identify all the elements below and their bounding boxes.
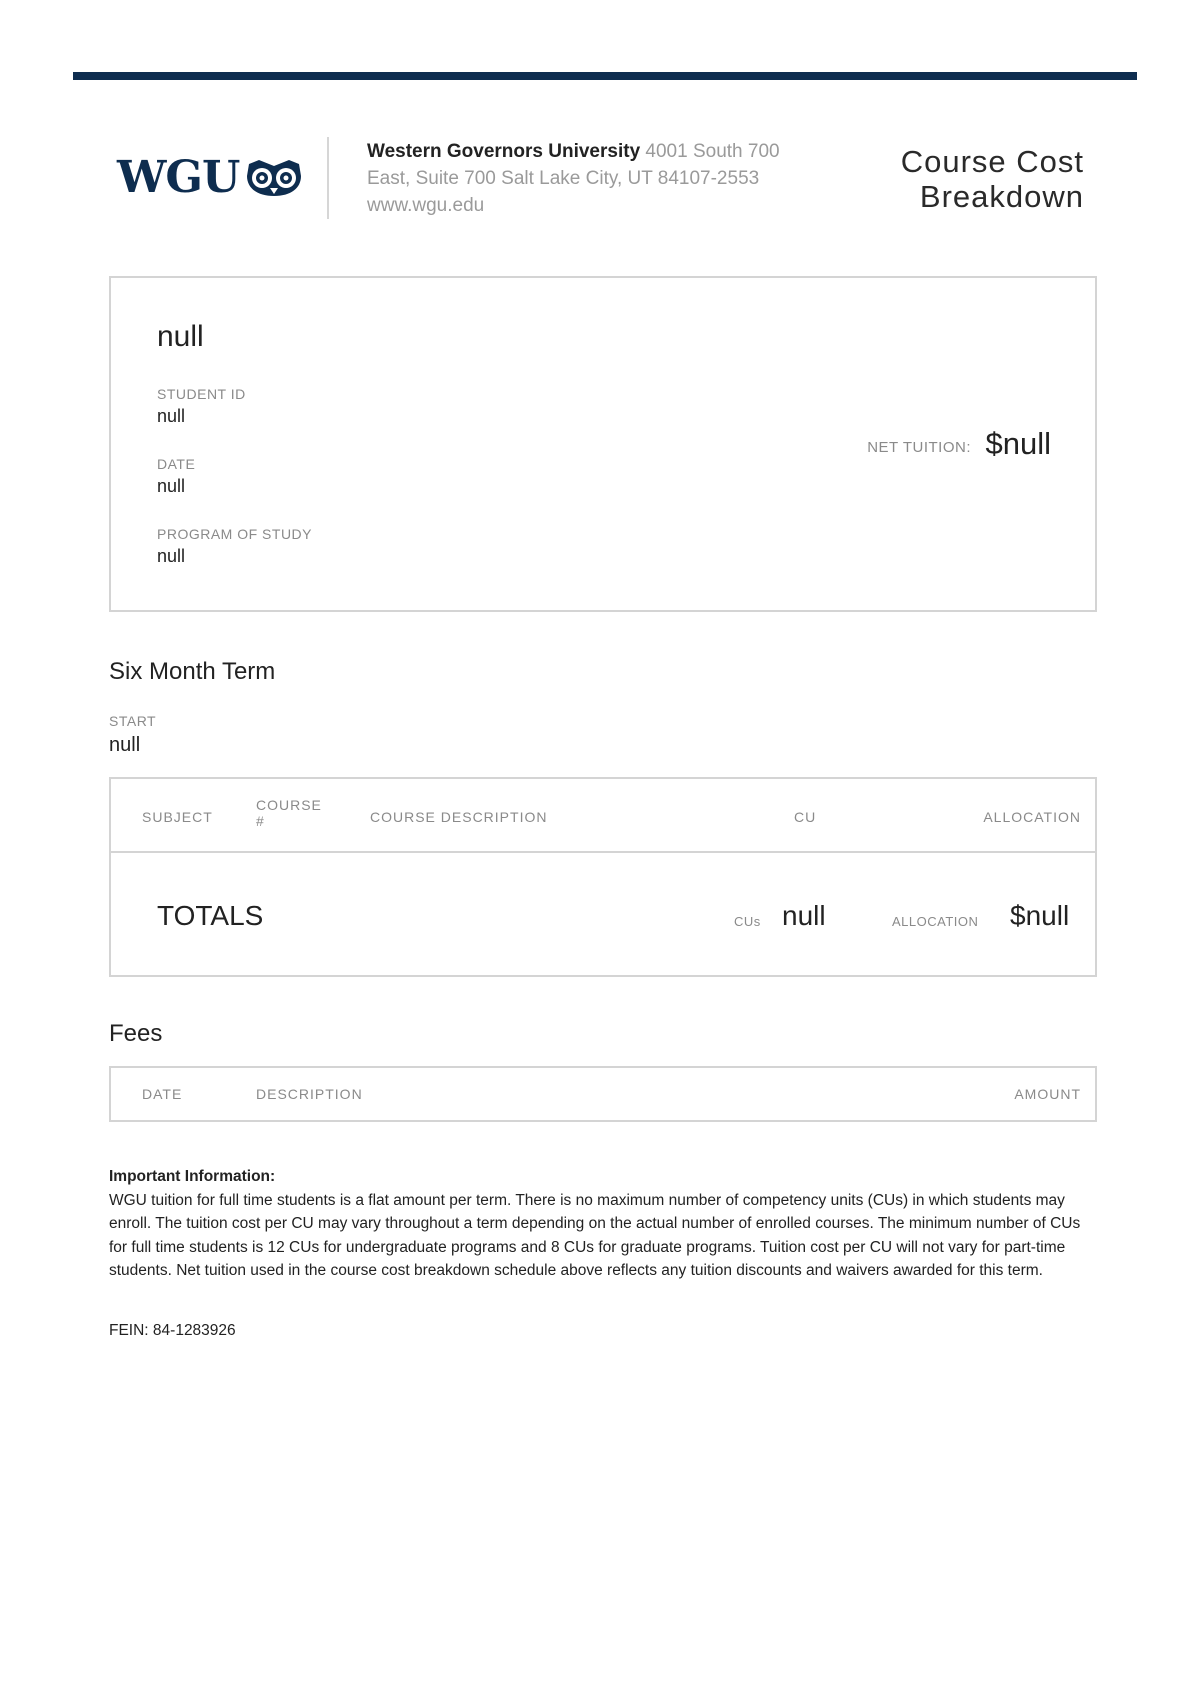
website-link[interactable]: www.wgu.edu [367, 195, 485, 216]
totals-cus-value: null [782, 900, 826, 931]
student-id-label: STUDENT ID [157, 386, 246, 402]
university-address [367, 138, 807, 219]
totals-allocation-label: ALLOCATION [892, 914, 979, 929]
courses-table [109, 777, 1097, 977]
document-title [901, 144, 1084, 214]
wgu-logo [117, 150, 303, 206]
info-body: WGU tuition for full time students is a flat amount per term. There is no maximum number of competency units (CUs) in which students may enroll. The tuition cost per CU may vary throughout a term depending on the actual number of enrolled courses. The minimum number of CUs for full time students is 12 CUs for undergraduate programs and 8 CUs for graduate programs. Tuition cost per CU will not vary for part-time students. Net tuition used in the course cost breakdown schedule above reflects any tuition discounts and waivers awarded for this term. [109, 1191, 1081, 1279]
student-id-value: null [157, 406, 186, 426]
header-divider [327, 137, 329, 219]
fees-table [109, 1066, 1097, 1122]
col-allocation: ALLOCATION [983, 809, 1081, 825]
owl-icon [245, 158, 303, 198]
university-name: Western Governors University [367, 141, 641, 162]
col-cu: CU [794, 809, 817, 825]
date-value: null [157, 476, 186, 496]
program-label: PROGRAM OF STUDY [157, 526, 313, 542]
date-label: DATE [157, 456, 196, 472]
term-start-value: null [109, 734, 141, 756]
net-tuition-label: NET TUITION: [867, 439, 971, 456]
document-header [0, 0, 1200, 260]
col-course-description: COURSE DESCRIPTION [370, 809, 548, 825]
important-information [109, 1165, 1099, 1283]
program-value: null [157, 546, 186, 566]
header-divider-line [111, 851, 1095, 853]
col-course-number [256, 797, 322, 829]
term-title: Six Month Term [109, 658, 276, 685]
fees-col-description: DESCRIPTION [256, 1086, 363, 1102]
col-subject: SUBJECT [142, 809, 213, 825]
fees-col-amount: AMOUNT [1014, 1086, 1081, 1102]
logo-text: WGU [117, 152, 240, 203]
totals-allocation-value: $null [1010, 900, 1070, 931]
net-tuition-value: $null [985, 426, 1051, 461]
title-line-1: Course Cost [900, 144, 1084, 179]
address-text: 4001 South 700 East, Suite 700 Salt Lake City, UT 84107-2553 [367, 141, 780, 189]
fein-number: FEIN: 84-1283926 [109, 1322, 236, 1339]
title-line-2: Breakdown [919, 179, 1084, 214]
totals-cus-label: CUs [734, 914, 761, 929]
fees-title: Fees [109, 1020, 163, 1047]
totals-label: TOTALS [157, 900, 264, 931]
student-info-card [109, 276, 1097, 612]
col-course-line-1: COURSE [256, 797, 322, 813]
student-name: null [157, 320, 204, 353]
term-start-label: START [109, 713, 157, 729]
col-course-line-2: # [256, 813, 265, 829]
fees-col-date: DATE [142, 1086, 183, 1102]
info-title: Important Information: [109, 1168, 276, 1185]
